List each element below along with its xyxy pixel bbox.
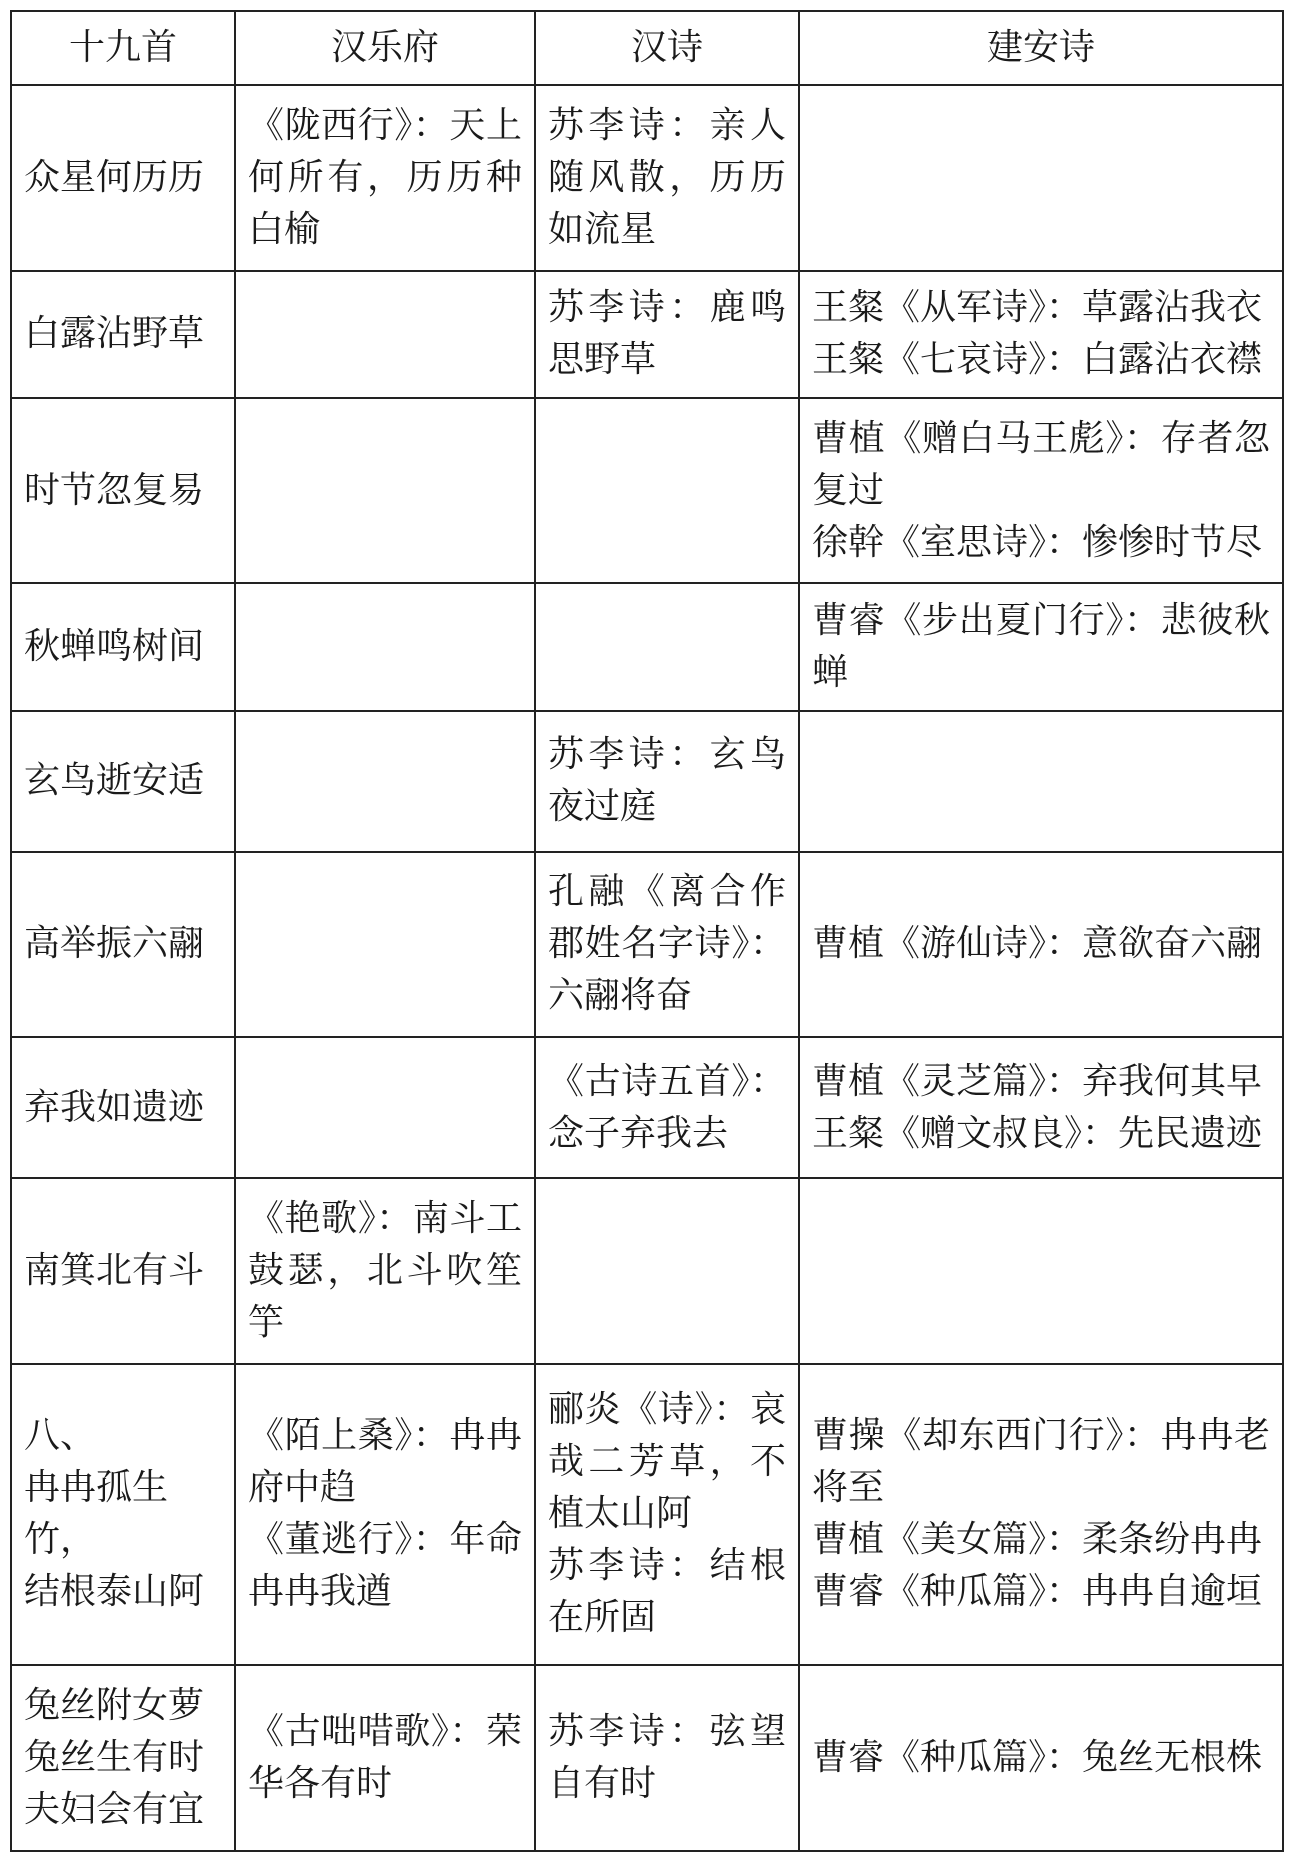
table-row: [11, 85, 1283, 271]
cell-jianan: [799, 1665, 1283, 1851]
cell-jianan: [799, 1178, 1283, 1364]
hanshi-line: 《古诗五首》：念子弃我去: [548, 1060, 786, 1154]
cell-hanshi: [535, 1037, 799, 1178]
yuefu-line: 《艳歌》：南斗工鼓瑟，北斗吹笙竽: [248, 1197, 522, 1343]
hanshi-line: 苏李诗：弦望自有时: [548, 1711, 786, 1805]
cell-nineteen: [11, 398, 235, 584]
header-nineteen: 十九首: [11, 11, 235, 85]
jianan-line: 徐幹《室思诗》：惨惨时节尽: [812, 521, 1263, 563]
cell-jianan: [799, 398, 1283, 584]
cell-jianan: [799, 583, 1283, 710]
cell-hanshi: [535, 1364, 799, 1666]
table-row: [11, 1665, 1283, 1851]
cell-hanshi: [535, 1178, 799, 1364]
header-jianan: 建安诗: [799, 11, 1283, 85]
nineteen-line: 众星何历历: [24, 156, 205, 198]
cell-nineteen: [11, 1178, 235, 1364]
cell-nineteen: [11, 271, 235, 398]
cell-nineteen: [11, 1364, 235, 1666]
cell-jianan: [799, 1037, 1283, 1178]
hanshi-line: 苏李诗：玄鸟夜过庭: [548, 734, 786, 828]
cell-nineteen: [11, 1037, 235, 1178]
table-row: [11, 1037, 1283, 1178]
table-body: [11, 85, 1283, 1851]
cell-yuefu: [235, 1665, 535, 1851]
cell-hanshi: [535, 398, 799, 584]
cell-hanshi: [535, 85, 799, 271]
hanshi-line: 孔融《离合作郡姓名字诗》：六翮将奋: [548, 871, 786, 1017]
table-row: [11, 711, 1283, 852]
hanshi-line: 苏李诗：结根在所固: [548, 1545, 786, 1639]
nineteen-line: 冉冉孤生竹，: [24, 1467, 169, 1561]
nineteen-line: 八、: [24, 1415, 97, 1457]
cell-jianan: [799, 1364, 1283, 1666]
nineteen-line: 弃我如遗迹: [24, 1086, 205, 1128]
cell-hanshi: [535, 1665, 799, 1851]
cell-yuefu: [235, 1178, 535, 1364]
cell-nineteen: [11, 852, 235, 1038]
table-row: [11, 1178, 1283, 1364]
cell-hanshi: [535, 852, 799, 1038]
cell-nineteen: [11, 85, 235, 271]
header-hanshi: 汉诗: [535, 11, 799, 85]
cell-yuefu: [235, 1364, 535, 1666]
nineteen-line: 高举振六翮: [24, 923, 205, 965]
jianan-line: 王粲《赠文叔良》：先民遗迹: [812, 1112, 1263, 1154]
yuefu-line: 《董逃行》：年命冉冉我遒: [248, 1519, 522, 1613]
nineteen-line: 夫妇会有宜: [24, 1789, 205, 1831]
jianan-line: 曹睿《种瓜篇》：冉冉自逾垣: [812, 1571, 1263, 1613]
nineteen-line: 玄鸟逝安适: [24, 760, 205, 802]
nineteen-line: 结根泰山阿: [24, 1571, 205, 1613]
header-row: [11, 11, 1283, 85]
nineteen-line: 时节忽复易: [24, 469, 205, 511]
cell-jianan: [799, 85, 1283, 271]
cell-hanshi: [535, 583, 799, 710]
jianan-line: 王粲《从军诗》：草露沾我衣: [812, 287, 1263, 329]
table-row: [11, 852, 1283, 1038]
table-row: [11, 271, 1283, 398]
cell-jianan: [799, 852, 1283, 1038]
table-row: [11, 1364, 1283, 1666]
cell-yuefu: [235, 583, 535, 710]
hanshi-line: 苏李诗：亲人随风散，历历如流星: [548, 104, 786, 250]
yuefu-line: 《陇西行》：天上何所有，历历种白榆: [248, 104, 522, 250]
cell-yuefu: [235, 852, 535, 1038]
cell-yuefu: [235, 1037, 535, 1178]
cell-nineteen: [11, 1665, 235, 1851]
hanshi-line: 郦炎《诗》：哀哉二芳草，不植太山阿: [548, 1389, 786, 1535]
cell-jianan: [799, 711, 1283, 852]
jianan-line: 曹睿《步出夏门行》：悲彼秋蝉: [812, 600, 1270, 694]
yuefu-line: 《陌上桑》：冉冉府中趋: [248, 1415, 522, 1509]
cell-yuefu: [235, 711, 535, 852]
jianan-line: 曹操《却东西门行》：冉冉老将至: [812, 1415, 1270, 1509]
jianan-line: 曹植《赠白马王彪》：存者忽复过: [812, 417, 1270, 511]
cell-nineteen: [11, 583, 235, 710]
cell-yuefu: [235, 398, 535, 584]
nineteen-line: 南箕北有斗: [24, 1249, 205, 1291]
nineteen-line: 白露沾野草: [24, 313, 205, 355]
nineteen-line: 兔丝生有时: [24, 1737, 205, 1779]
cell-jianan: [799, 271, 1283, 398]
header-yuefu: 汉乐府: [235, 11, 535, 85]
cell-yuefu: [235, 271, 535, 398]
jianan-line: 曹植《灵芝篇》：弃我何其早: [812, 1060, 1263, 1102]
comparison-table: [10, 10, 1284, 1852]
table-row: [11, 583, 1283, 710]
cell-nineteen: [11, 711, 235, 852]
jianan-line: 王粲《七哀诗》：白露沾衣襟: [812, 339, 1263, 381]
table-row: [11, 398, 1283, 584]
cell-hanshi: [535, 271, 799, 398]
cell-hanshi: [535, 711, 799, 852]
cell-yuefu: [235, 85, 535, 271]
yuefu-line: 《古咄唶歌》：荣华各有时: [248, 1711, 522, 1805]
hanshi-line: 苏李诗：鹿鸣思野草: [548, 287, 786, 381]
nineteen-line: 秋蝉鸣树间: [24, 626, 205, 668]
nineteen-line: 兔丝附女萝: [24, 1685, 205, 1727]
jianan-line: 曹睿《种瓜篇》：兔丝无根株: [812, 1737, 1263, 1779]
jianan-line: 曹植《游仙诗》：意欲奋六翮: [812, 923, 1263, 965]
jianan-line: 曹植《美女篇》：柔条纷冉冉: [812, 1519, 1263, 1561]
